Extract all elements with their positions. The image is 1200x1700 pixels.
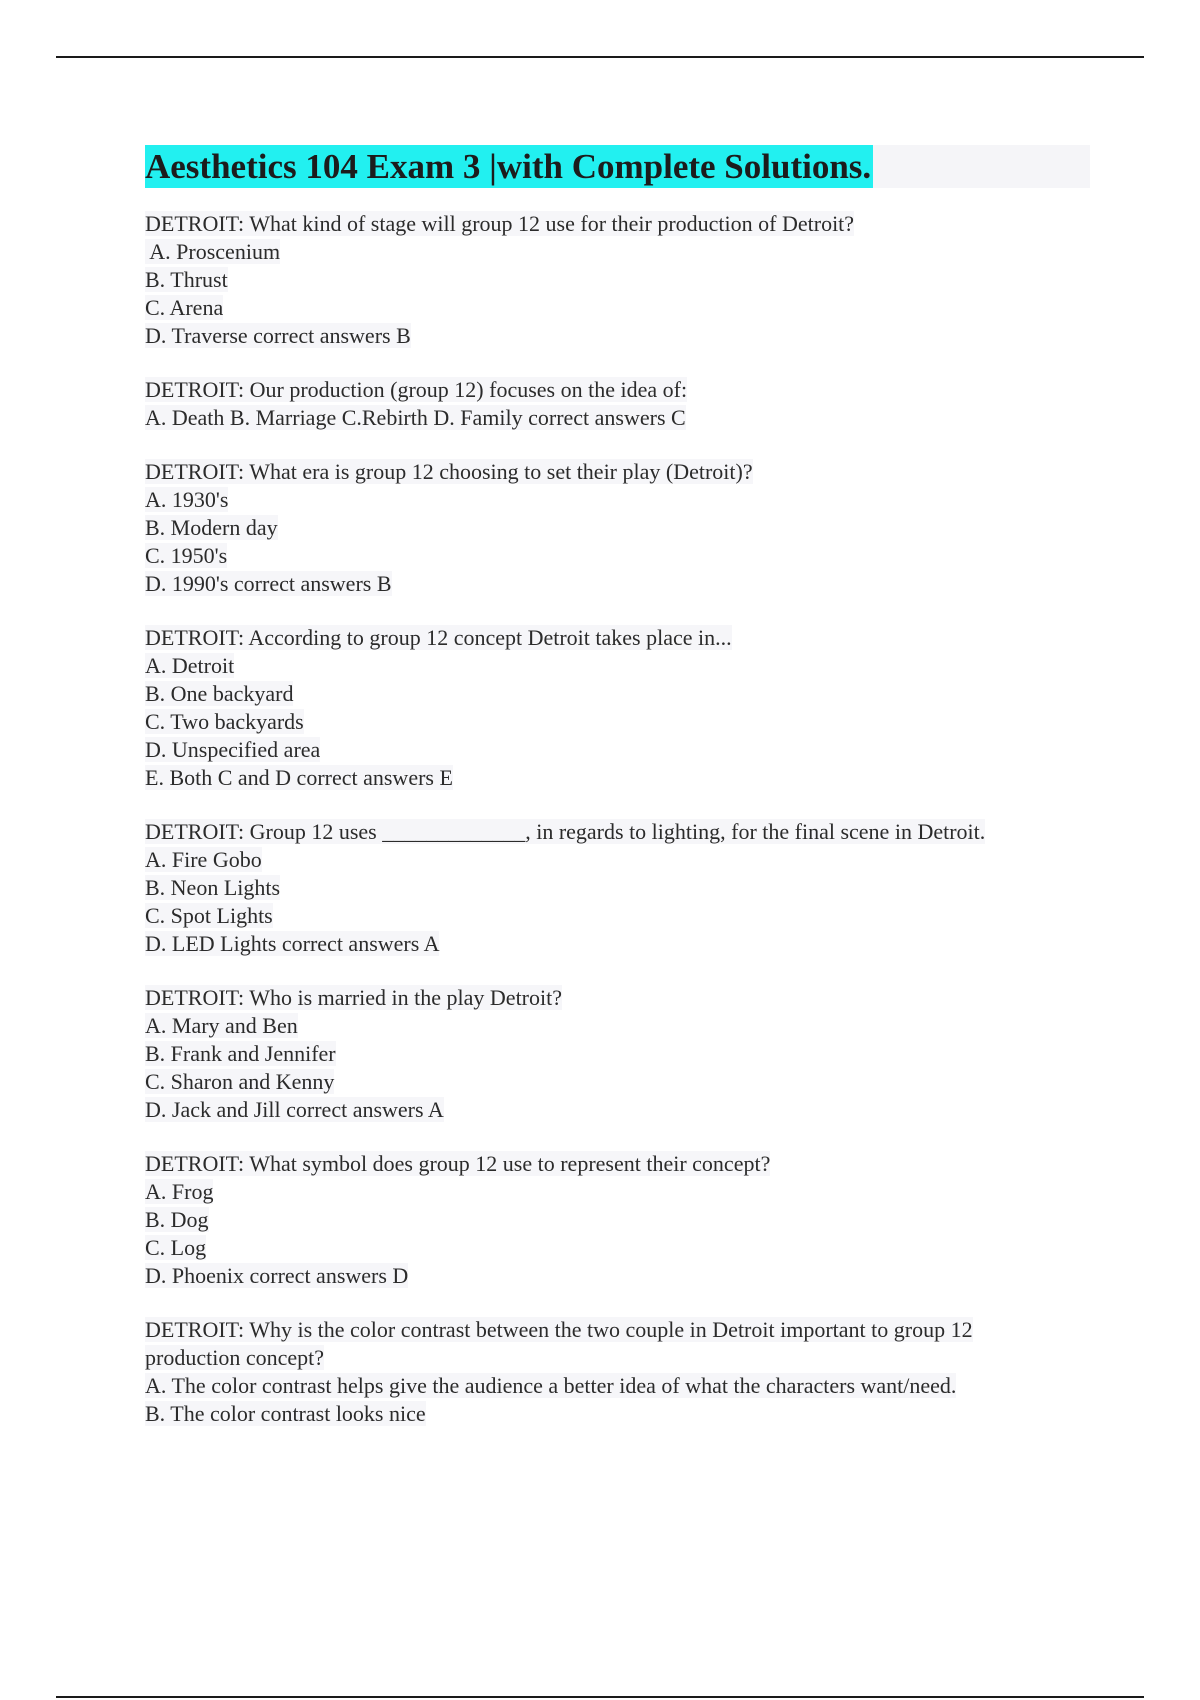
- question-line: [145, 486, 1090, 514]
- question-line: [145, 1234, 1090, 1262]
- question-text: [145, 984, 1090, 1012]
- question-line: [145, 930, 1090, 958]
- question-block: [145, 376, 1090, 432]
- line-text: D. Traverse correct answers B: [145, 323, 411, 348]
- question-block: [145, 818, 1090, 958]
- question-line: [145, 266, 1090, 294]
- line-text: B. Dog: [145, 1207, 209, 1232]
- line-text: DETROIT: Group 12 uses _____________, in regards to lighting, for the final scene in Detroit.: [145, 819, 986, 844]
- line-text: C. 1950's: [145, 543, 228, 568]
- line-text: B. One backyard: [145, 681, 294, 706]
- question-line: [145, 846, 1090, 874]
- question-block: [145, 458, 1090, 598]
- question-line: [145, 294, 1090, 322]
- question-line: [145, 322, 1090, 350]
- line-text: DETROIT: What era is group 12 choosing to set their play (Detroit)?: [145, 459, 753, 484]
- page-title: Aesthetics 104 Exam 3 |with Complete Solutions.: [145, 147, 872, 186]
- question-line: [145, 1096, 1090, 1124]
- question-line: [145, 1206, 1090, 1234]
- line-text: D. Phoenix correct answers D: [145, 1263, 409, 1288]
- line-text: DETROIT: Who is married in the play Detroit?: [145, 985, 563, 1010]
- question-block: [145, 984, 1090, 1124]
- question-line: [145, 874, 1090, 902]
- top-rule: [56, 56, 1144, 58]
- question-line: [145, 1400, 1090, 1428]
- line-text: A. Death B. Marriage C.Rebirth D. Family correct answers C: [145, 405, 686, 430]
- question-line: [145, 764, 1090, 792]
- question-line: [145, 680, 1090, 708]
- line-text: C. Log: [145, 1235, 207, 1260]
- question-block: [145, 210, 1090, 350]
- question-line: [145, 652, 1090, 680]
- line-text: D. Unspecified area: [145, 737, 321, 762]
- question-line: [145, 1344, 1090, 1372]
- question-text: [145, 1150, 1090, 1178]
- line-text: A. 1930's: [145, 487, 229, 512]
- question-block: [145, 624, 1090, 792]
- question-block: [145, 1316, 1090, 1428]
- line-text: C. Arena: [145, 295, 224, 320]
- line-text: A. Frog: [145, 1179, 214, 1204]
- line-text: production concept?: [145, 1345, 324, 1370]
- question-line: [145, 514, 1090, 542]
- line-text: A. The color contrast helps give the audience a better idea of what the characters want/need.: [145, 1373, 957, 1398]
- question-line: [145, 1178, 1090, 1206]
- question-line: [145, 542, 1090, 570]
- line-text: A. Mary and Ben: [145, 1013, 298, 1038]
- question-text: [145, 210, 1090, 238]
- line-text: A. Proscenium: [145, 239, 281, 264]
- line-text: D. Jack and Jill correct answers A: [145, 1097, 444, 1122]
- line-text: A. Fire Gobo: [145, 847, 262, 872]
- question-line: [145, 1012, 1090, 1040]
- question-text: [145, 376, 1090, 404]
- question-text: [145, 458, 1090, 486]
- line-text: D. LED Lights correct answers A: [145, 931, 440, 956]
- line-text: DETROIT: Why is the color contrast between the two couple in Detroit important to group 12: [145, 1317, 973, 1342]
- question-line: [145, 1040, 1090, 1068]
- question-line: [145, 570, 1090, 598]
- bottom-rule: [56, 1696, 1144, 1698]
- question-line: [145, 1262, 1090, 1290]
- line-text: D. 1990's correct answers B: [145, 571, 392, 596]
- line-text: A. Detroit: [145, 653, 235, 678]
- line-text: B. Thrust: [145, 267, 228, 292]
- question-block: [145, 1150, 1090, 1290]
- line-text: B. Neon Lights: [145, 875, 281, 900]
- line-text: DETROIT: According to group 12 concept Detroit takes place in...: [145, 625, 732, 650]
- title-bar: [145, 145, 1090, 188]
- question-line: [145, 708, 1090, 736]
- line-text: C. Sharon and Kenny: [145, 1069, 335, 1094]
- line-text: E. Both C and D correct answers E: [145, 765, 453, 790]
- question-line: [145, 238, 1090, 266]
- line-text: DETROIT: What kind of stage will group 12 use for their production of Detroit?: [145, 211, 855, 236]
- document-body: [145, 145, 1090, 1454]
- question-line: [145, 1068, 1090, 1096]
- line-text: DETROIT: Our production (group 12) focuses on the idea of:: [145, 377, 688, 402]
- line-text: B. Modern day: [145, 515, 278, 540]
- question-line: [145, 902, 1090, 930]
- question-line: [145, 404, 1090, 432]
- question-text: [145, 818, 1090, 846]
- question-text: [145, 1316, 1090, 1344]
- line-text: DETROIT: What symbol does group 12 use to represent their concept?: [145, 1151, 771, 1176]
- line-text: C. Two backyards: [145, 709, 304, 734]
- question-line: [145, 1372, 1090, 1400]
- line-text: B. Frank and Jennifer: [145, 1041, 336, 1066]
- line-text: C. Spot Lights: [145, 903, 273, 928]
- question-list: [145, 210, 1090, 1428]
- line-text: B. The color contrast looks nice: [145, 1401, 426, 1426]
- question-line: [145, 736, 1090, 764]
- question-text: [145, 624, 1090, 652]
